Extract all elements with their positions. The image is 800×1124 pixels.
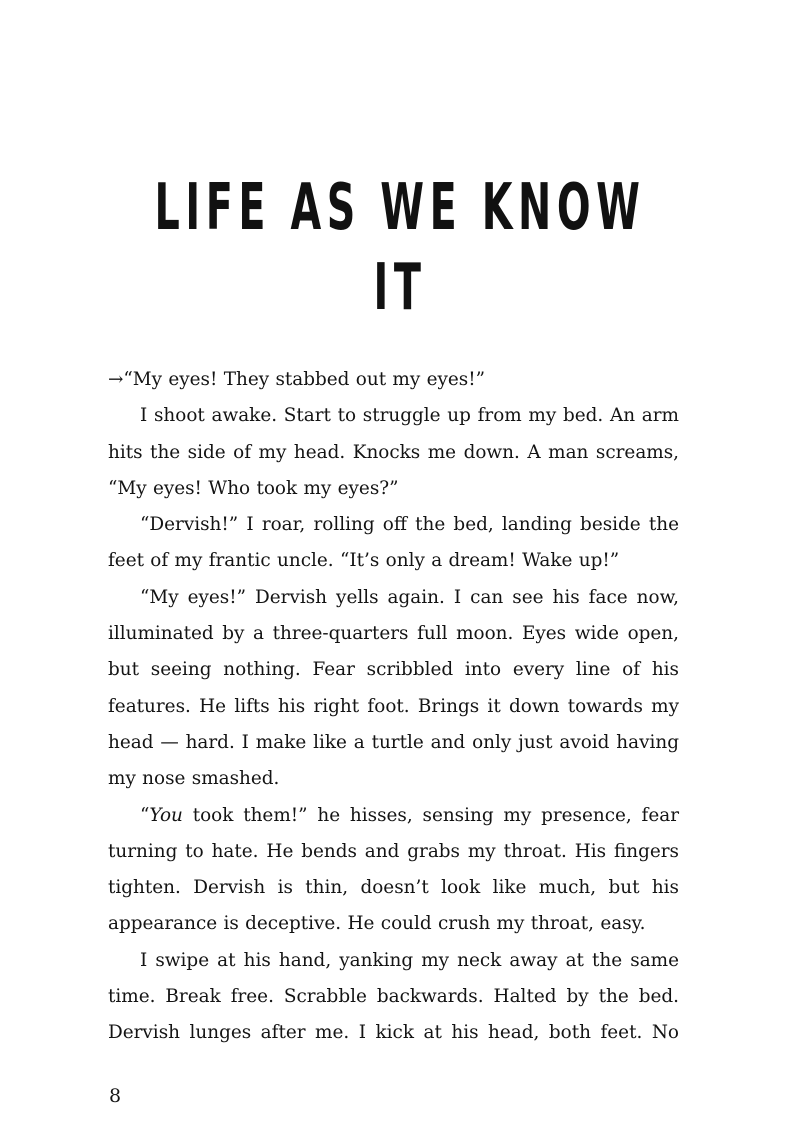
page-number: 8 [109,1085,122,1107]
chapter-body-text [108,362,679,1052]
paragraph: →“My eyes! They stabbed out my eyes!” [108,369,485,390]
paragraph-rest: took them!” he hisses, sensing my presence, fear turning to hate. He bends and grabs my throat. His fingers tighten. Dervish is thin, doesn’t look like much, but his appearance is deceptive. He could crush my throat, easy. [108,804,679,935]
paragraph-lead-quote: “ [140,804,150,826]
paragraph-italic-word: You [149,804,183,826]
paragraph: “Dervish!” I roar, rolling off the bed, landing beside the feet of my frantic uncle. “It’s only a dream! Wake up!” [108,514,679,572]
chapter-title: LIFE AS WE KNOW IT [154,171,646,325]
paragraph: I shoot awake. Start to struggle up from my bed. An arm hits the side of my head. Knocks me down. A man screams, “My eyes! Who took my eyes?” [108,405,679,499]
paragraph: “My eyes!” Dervish yells again. I can see his face now, illuminated by a three-quarters full moon. Eyes wide open, but seeing nothing. Fear scribbled into every line of his features. He lifts his right foot. Brings it down towards my head — hard. I make like a turtle and only just avoid having my nose smashed. [108,586,679,790]
paragraph: I swipe at his hand, yanking my neck away at the same time. Break free. Scrabble backwards. Halted by the bed. Dervish lunges after me. I kick at his head, both feet. No [108,949,679,1044]
paragraph [108,798,679,943]
